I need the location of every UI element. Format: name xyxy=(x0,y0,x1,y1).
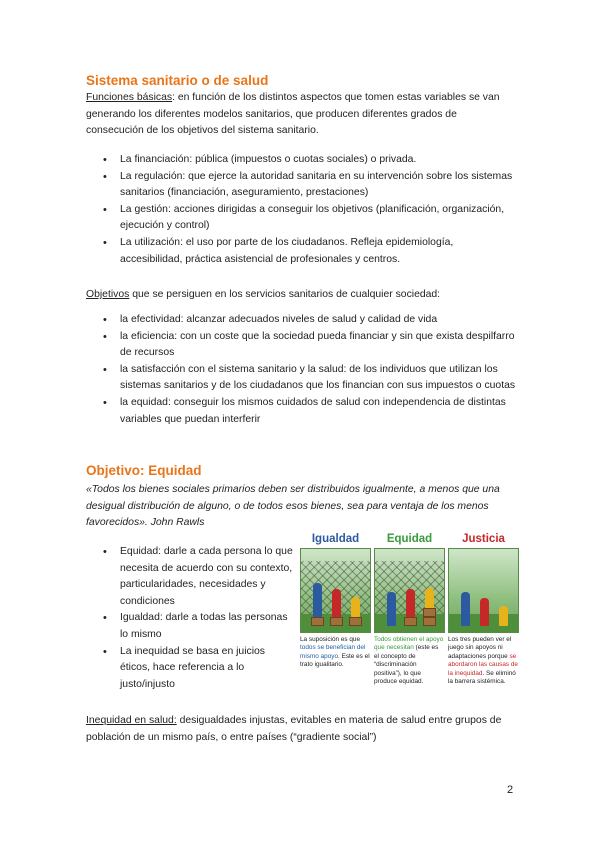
list-item: • la satisfacción con el sistema sanitario y la salud: de los individuos que utilizan los sistemas sanitarios y de los ciudadanos que los financian con sus impuestos o cuotas xyxy=(86,362,516,395)
caption-text: La suposición es que xyxy=(300,636,361,643)
panel-equidad xyxy=(374,531,445,699)
list-item: • la efectividad: alcanzar adecuados niveles de salud y calidad de vida xyxy=(86,312,516,329)
justicia-illustration xyxy=(448,548,519,633)
intro-text: : en función de los distintos aspectos que tomen estas variables se van generando los diferentes modelos sanitarios, que producen diferentes grados de consecución de los objetivos del sistema sanitario. xyxy=(86,92,500,137)
person xyxy=(480,598,489,626)
caption-text: (este es el concepto de “discriminación positiva”), lo que produce equidad. xyxy=(374,644,439,686)
crate xyxy=(423,617,436,626)
section-title-sistema-sanitario: Sistema sanitario o de salud xyxy=(86,73,269,88)
panel-igualdad xyxy=(300,531,371,699)
crate xyxy=(404,617,417,626)
igualdad-illustration xyxy=(300,548,371,633)
objectives-label: Objetivos xyxy=(86,289,130,300)
caption-highlight: se abordaron las causas de la inequidad xyxy=(448,652,518,677)
list-item: • La financiación: pública (impuestos o cuotas sociales) o privada. xyxy=(86,152,516,169)
section-title-equidad: Objetivo: Equidad xyxy=(86,463,202,478)
person xyxy=(425,588,434,608)
objectives-paragraph xyxy=(86,287,516,304)
panel-title: Justicia xyxy=(462,533,505,545)
intro-paragraph xyxy=(86,90,516,140)
crate xyxy=(423,608,436,617)
objectives-text: que se persiguen en los servicios sanitarios de cualquier sociedad: xyxy=(129,289,441,300)
list-item: • La gestión: acciones dirigidas a conseguir los objetivos (planificación, organización, ejecución y control) xyxy=(86,202,516,235)
person xyxy=(387,592,396,626)
panel-title: Igualdad xyxy=(311,533,360,545)
panel-title: Equidad xyxy=(386,533,433,545)
caption-highlight: Todos obtienen el apoyo que necesitan xyxy=(374,636,444,652)
crate xyxy=(349,617,362,626)
caption-text: . Este es el trato igualitario. xyxy=(300,652,370,669)
caption-text: . Se eliminó la barrera sistémica. xyxy=(448,669,516,686)
list-item: • Igualdad: darle a todas las personas lo mismo xyxy=(86,610,296,643)
equality-equity-justice-figure xyxy=(300,531,519,699)
list-item: • La utilización: el uso por parte de los ciudadanos. Refleja epidemiología, accesibilidad, práctica asistencial de profesionales y centros. xyxy=(86,235,516,268)
person xyxy=(461,592,470,626)
list-item: • la equidad: conseguir los mismos cuidados de salud con independencia de distintas variables que puedan interferir xyxy=(86,395,516,428)
person xyxy=(499,606,508,626)
caption-text: Los tres pueden ver el juego sin apoyos ni adaptaciones porque xyxy=(448,636,512,660)
functions-list xyxy=(86,152,516,268)
person xyxy=(332,589,341,617)
rawls-quote: «Todos los bienes sociales primarios deben ser distribuidos igualmente, a menos que una desigual distribución de alguno, o de todos esos bienes, sea para ventaja de los menos favorecidos». John Rawls xyxy=(86,484,500,529)
list-item: • La regulación: que ejerce la autoridad sanitaria en su intervención sobre los sistemas sanitarios (financiación, aseguramiento, prestaciones) xyxy=(86,169,516,202)
person xyxy=(313,583,322,617)
crate xyxy=(330,617,343,626)
equity-list xyxy=(86,544,296,693)
panel-justicia xyxy=(448,531,519,699)
list-item: • Equidad: darle a cada persona lo que necesita de acuerdo con su contexto, particularidades, necesidades y condiciones xyxy=(86,544,296,610)
panel-caption xyxy=(448,636,519,686)
inequity-text: desigualdades injustas, evitables en materia de salud entre grupos de población de un mismo país, o entre países (“gradiente social”) xyxy=(86,715,502,743)
inequity-label: Inequidad en salud: xyxy=(86,715,177,726)
panel-caption xyxy=(374,636,445,686)
list-item: • la eficiencia: con un coste que la sociedad pueda financiar y sin que exista despilfarro de recursos xyxy=(86,329,516,362)
person xyxy=(351,597,360,617)
intro-label: Funciones básicas xyxy=(86,92,173,103)
list-item: • La inequidad se basa en juicios éticos, hace referencia a lo justo/injusto xyxy=(86,644,296,694)
equidad-illustration xyxy=(374,548,445,633)
person xyxy=(406,589,415,617)
inequity-paragraph xyxy=(86,713,516,746)
panel-caption xyxy=(300,636,371,670)
objectives-list xyxy=(86,312,516,428)
page-number: 2 xyxy=(507,784,514,796)
caption-highlight: todos se benefician del mismo apoyo xyxy=(300,644,366,660)
crate xyxy=(311,617,324,626)
